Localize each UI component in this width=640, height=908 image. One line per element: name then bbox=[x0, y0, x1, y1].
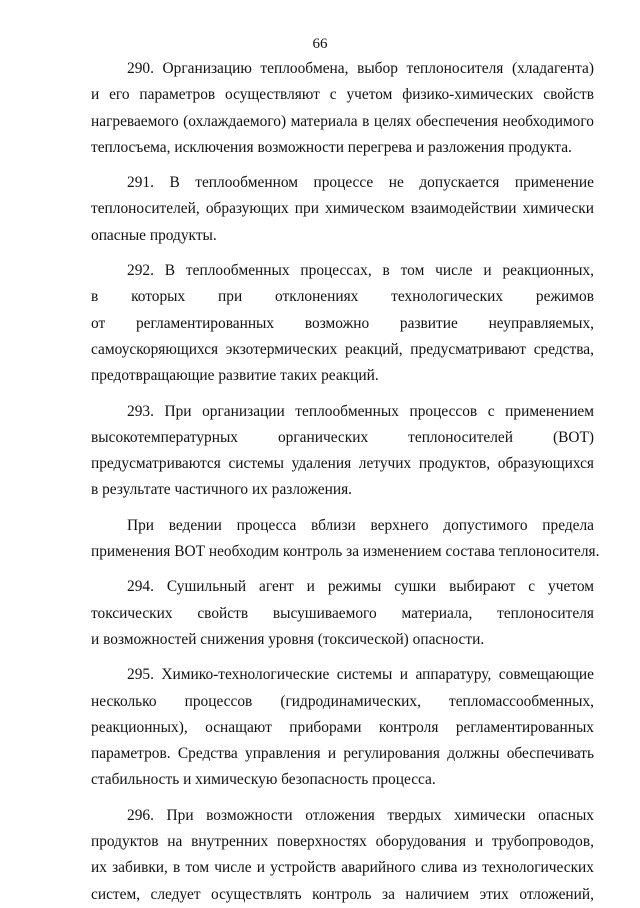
text-line: реакционных), оснащают приборами контроля регламентированных bbox=[91, 718, 594, 736]
text-line: самоускоряющихся экзотермических реакций, предусматривают средства, bbox=[91, 340, 594, 358]
text-line: предотвращающие развитие таких реакций. bbox=[91, 367, 379, 385]
text-line: токсических свойств высушиваемого материала, теплоносителя bbox=[91, 604, 594, 622]
paragraph-gap bbox=[91, 504, 594, 513]
paragraph bbox=[91, 662, 594, 793]
paragraph-gap bbox=[91, 794, 594, 803]
text-line: опасные продукты. bbox=[91, 226, 217, 244]
text-line: несколько процессов (гидродинамических, тепломассообменных, bbox=[91, 692, 594, 710]
text-line: и его параметров осуществляют с учетом физико-химических свойств bbox=[91, 86, 594, 104]
text-line: в которых при отклонениях технологических режимов bbox=[91, 288, 594, 306]
text-line: от регламентированных возможно развитие неуправляемых, bbox=[91, 314, 594, 332]
text-line: 292. В теплообменных процессах, в том числе и реакционных, bbox=[127, 262, 594, 280]
paragraph-gap bbox=[91, 249, 594, 258]
text-line: 291. В теплообменном процессе не допускается применение bbox=[127, 174, 594, 192]
text-line: и возможностей снижения уровня (токсической) опасности. bbox=[91, 630, 485, 648]
text-line: нагреваемого (охлаждаемого) материала в целях обеспечения необходимого bbox=[91, 112, 594, 130]
paragraph bbox=[91, 513, 600, 566]
document-body bbox=[91, 56, 600, 908]
paragraph-gap bbox=[91, 653, 594, 662]
text-line: продуктов на внутренних поверхностях оборудования и трубопроводов, bbox=[91, 833, 594, 851]
text-line: их забивки, в том числе и устройств аварийного слива из технологических bbox=[91, 859, 594, 877]
paragraph bbox=[91, 170, 594, 249]
text-line: При ведении процесса вблизи верхнего допустимого предела bbox=[127, 516, 594, 534]
text-line: предусматриваются системы удаления летучих продуктов, образующихся bbox=[91, 455, 594, 473]
text-line: 296. При возможности отложения твердых химически опасных bbox=[127, 806, 594, 824]
paragraph bbox=[91, 56, 594, 161]
paragraph-gap bbox=[91, 390, 594, 399]
text-line: 295. Химико-технологические системы и аппаратуру, совмещающие bbox=[127, 666, 594, 684]
paragraph-gap bbox=[91, 161, 594, 170]
paragraph-gap bbox=[91, 565, 594, 574]
text-line: высокотемпературных органических теплоносителей (ВОТ) bbox=[91, 428, 594, 446]
paragraph bbox=[91, 574, 594, 653]
paragraph bbox=[91, 803, 594, 908]
paragraph bbox=[91, 399, 594, 504]
page-number: 66 bbox=[312, 36, 328, 52]
text-line: 290. Организацию теплообмена, выбор теплоносителя (хладагента) bbox=[127, 60, 594, 77]
text-line: параметров. Средства управления и регулирования должны обеспечивать bbox=[91, 745, 594, 763]
text-line: 293. При организации теплообменных процессов с применением bbox=[127, 402, 594, 420]
paragraph bbox=[91, 258, 594, 389]
text-line: теплоносителей, образующих при химическом взаимодействии химически bbox=[91, 200, 594, 218]
text-line: стабильность и химическую безопасность процесса. bbox=[91, 771, 436, 789]
text-line: применения ВОТ необходим контроль за изменением состава теплоносителя. bbox=[91, 543, 600, 561]
text-line: в результате частичного их разложения. bbox=[91, 481, 353, 499]
text-line: теплосъема, исключения возможности перегрева и разложения продукта. bbox=[91, 138, 572, 156]
text-line: 294. Сушильный агент и режимы сушки выбирают с учетом bbox=[127, 578, 594, 596]
text-line: систем, следует осуществлять контроль за наличием этих отложений, bbox=[91, 885, 594, 903]
